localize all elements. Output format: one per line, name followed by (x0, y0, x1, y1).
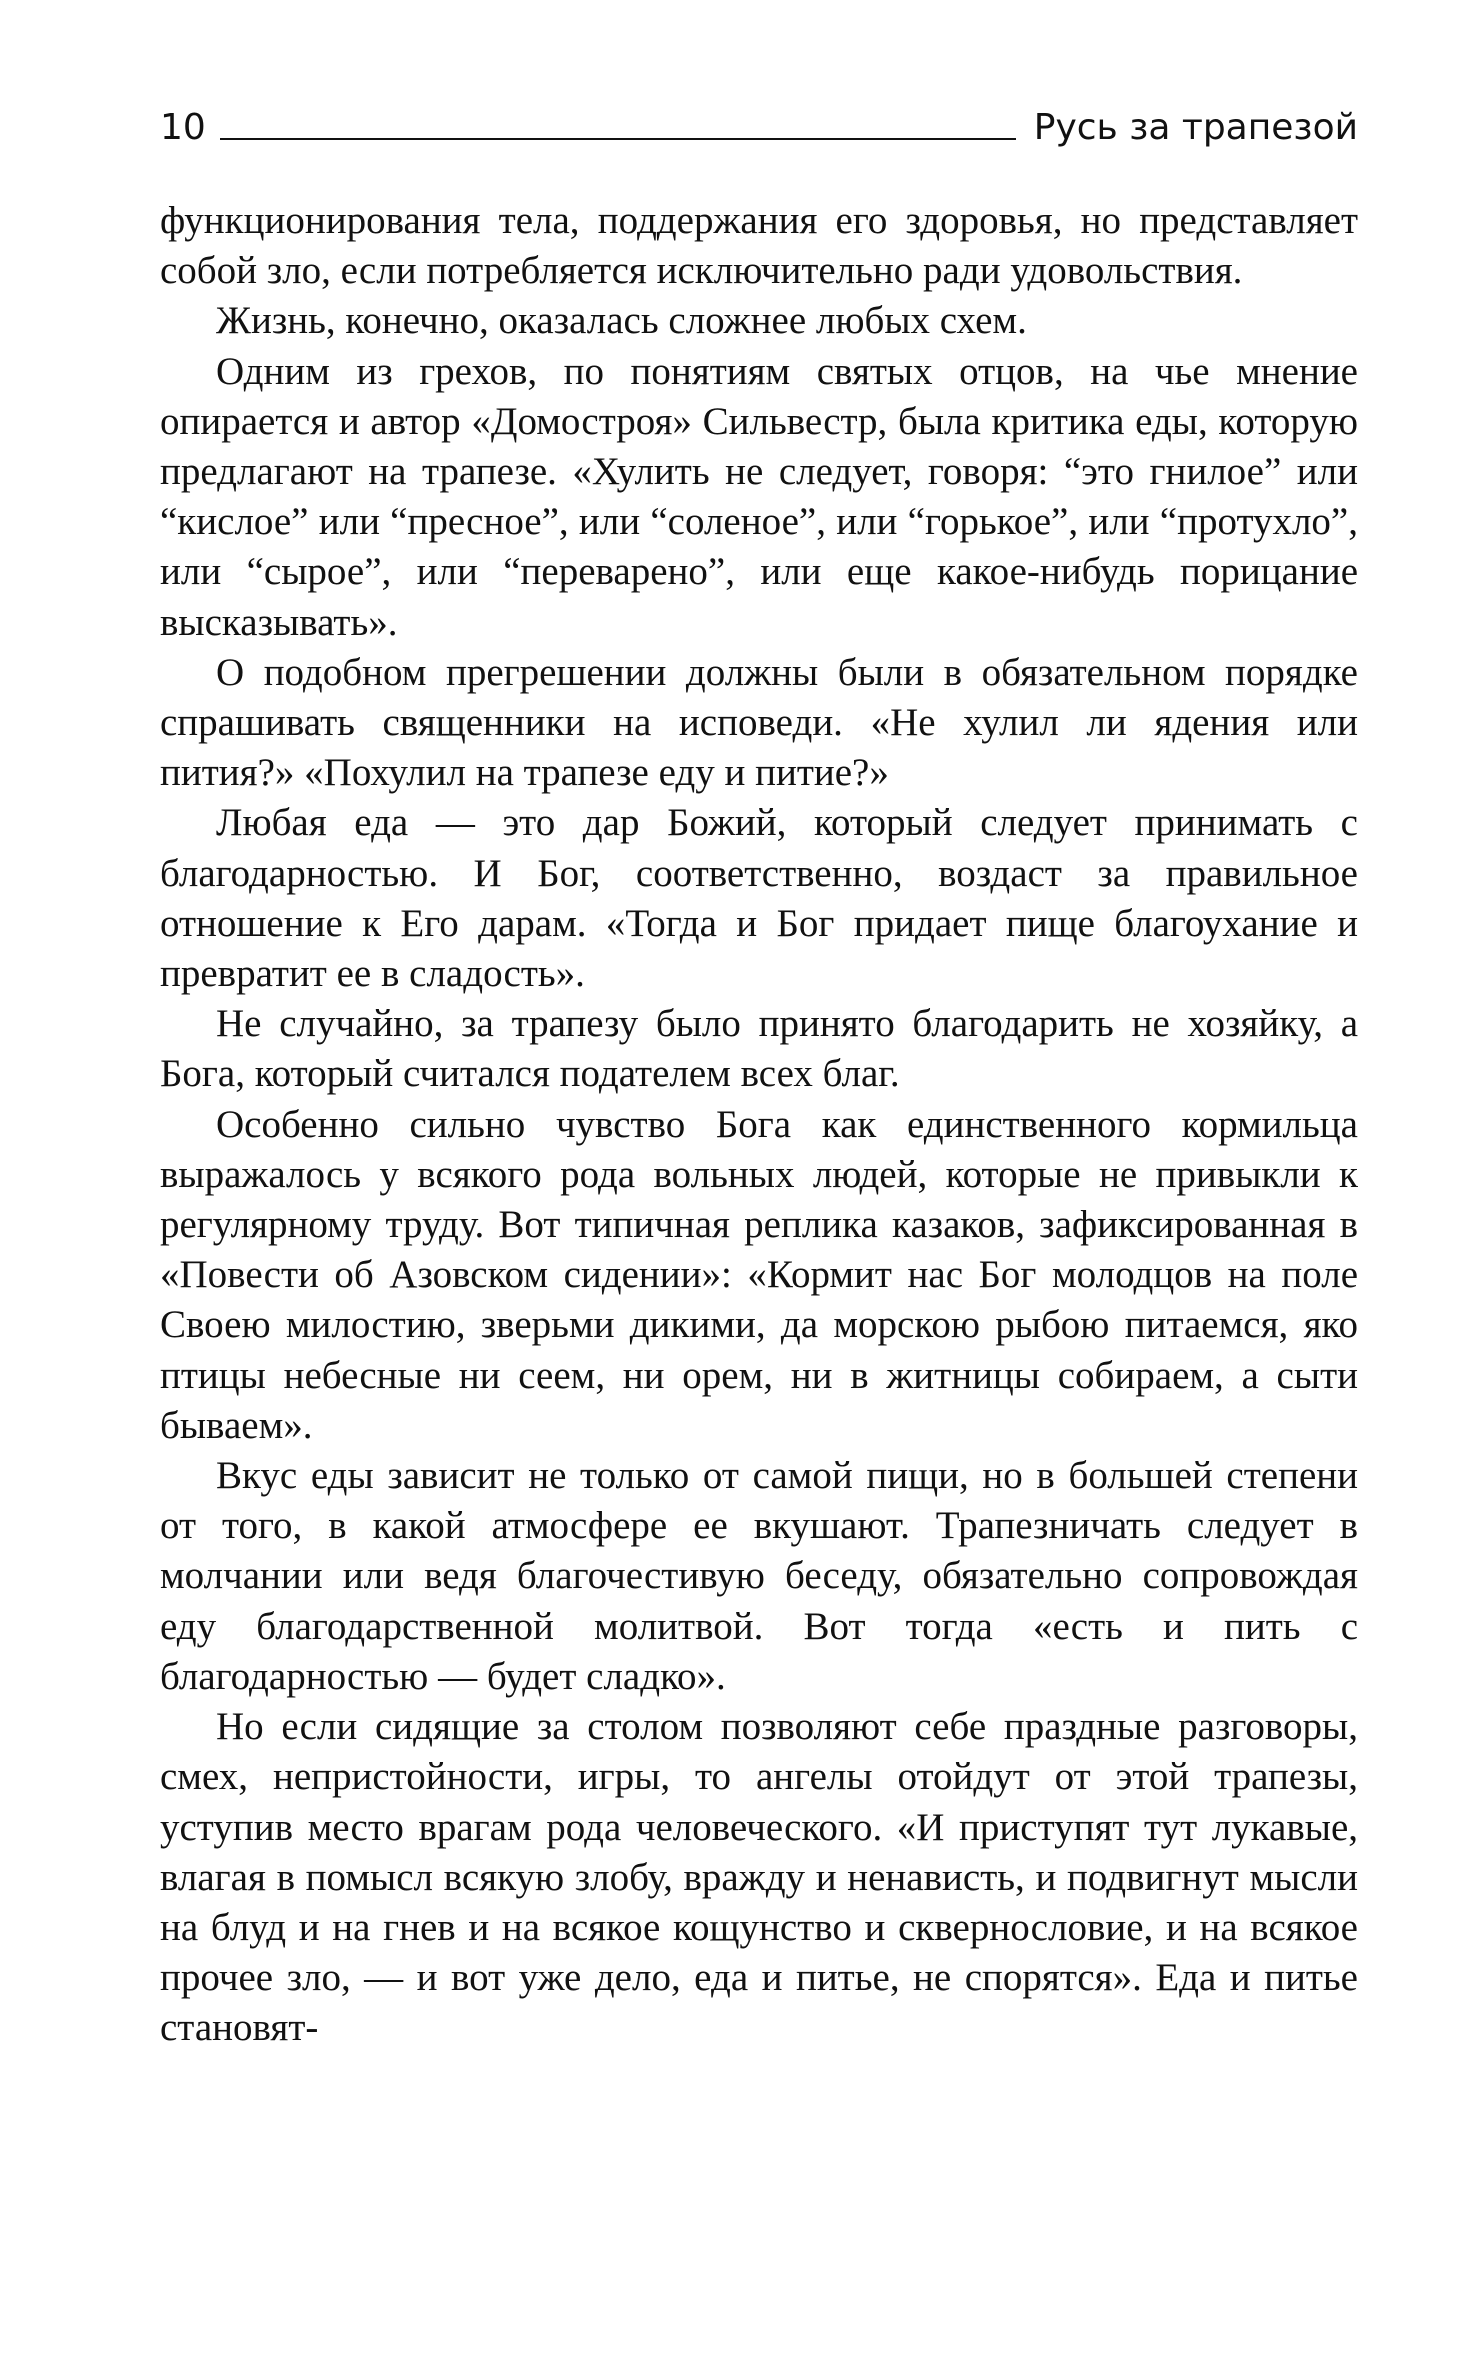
body-text (160, 196, 1358, 2054)
paragraph: Но если сидящие за столом позволяют себе праздные разговоры, смех, непристойности, игры, то ангелы отойдут от этой трапезы, уступив место врагам рода человеческого. «И приступят тут лукавые, влагая в помысл всякую злобу, вражду и ненависть, и подвигнут мысли на блуд и на гнев и на всякое кощунство и сквернословие, и на всякое прочее зло, — и вот уже дело, еда и питье, не спорятся». Еда и питье становят- (160, 1705, 1358, 2050)
paragraph: Особенно сильно чувство Бога как единственного кормильца выражалось у всякого рода вольных людей, которые не привыкли к регулярному труду. Вот типичная реплика казаков, зафиксированная в «Повести об Азовском сидении»: «Кормит нас Бог молодцов на поле Своею милостию, зверьми дикими, да морскою рыбою питаемся, яко птицы небесные ни сеем, ни орем, ни в житницы собираем, а сыти бываем». (160, 1102, 1358, 1447)
running-head (160, 100, 1358, 146)
running-title: Русь за трапезой (1033, 107, 1358, 148)
paragraph: Любая еда — это дар Божий, который следует принимать с благодарностью. И Бог, соответственно, воздаст за правильное отношение к Его дарам. «Тогда и Бог придает пище благоухание и превратит ее в сладость». (160, 801, 1358, 996)
paragraph: Вкус еды зависит не только от самой пищи, но в большей степени от того, в какой атмосфере ее вкушают. Трапезничать следует в молчании или ведя благочестивую беседу, обязательно сопровождая еду благодарственной молитвой. Вот тогда «есть и пить с благодарностью — будет сладко». (160, 1454, 1358, 1698)
header-rule (220, 138, 1016, 140)
paragraph: О подобном прегрешении должны были в обязательном порядке спрашивать священники на исповеди. «Не хулил ли ядения или пития?» «Похулил на трапезе еду и питие?» (160, 650, 1358, 795)
paragraph: Жизнь, конечно, оказалась сложнее любых схем. (216, 299, 1027, 343)
page-number: 10 (160, 107, 206, 148)
paragraph: Не случайно, за трапезу было принято благодарить не хозяйку, а Бога, который считался подателем всех благ. (160, 1002, 1358, 1096)
book-page (160, 100, 1358, 2054)
paragraph: Одним из грехов, по понятиям святых отцов, на чье мнение опирается и автор «Домостроя» Сильвестр, была критика еды, которую предлагают на трапезе. «Хулить не следует, говоря: “это гнилое” или “кислое” или “пресное”, или “соленое”, или “горькое”, или “протухло”, или “сырое”, или “переварено”, или еще какое-нибудь порицание высказывать». (160, 349, 1358, 644)
paragraph: функционирования тела, поддержания его здоровья, но представляет собой зло, если потребляется исключительно ради удовольствия. (160, 199, 1358, 293)
